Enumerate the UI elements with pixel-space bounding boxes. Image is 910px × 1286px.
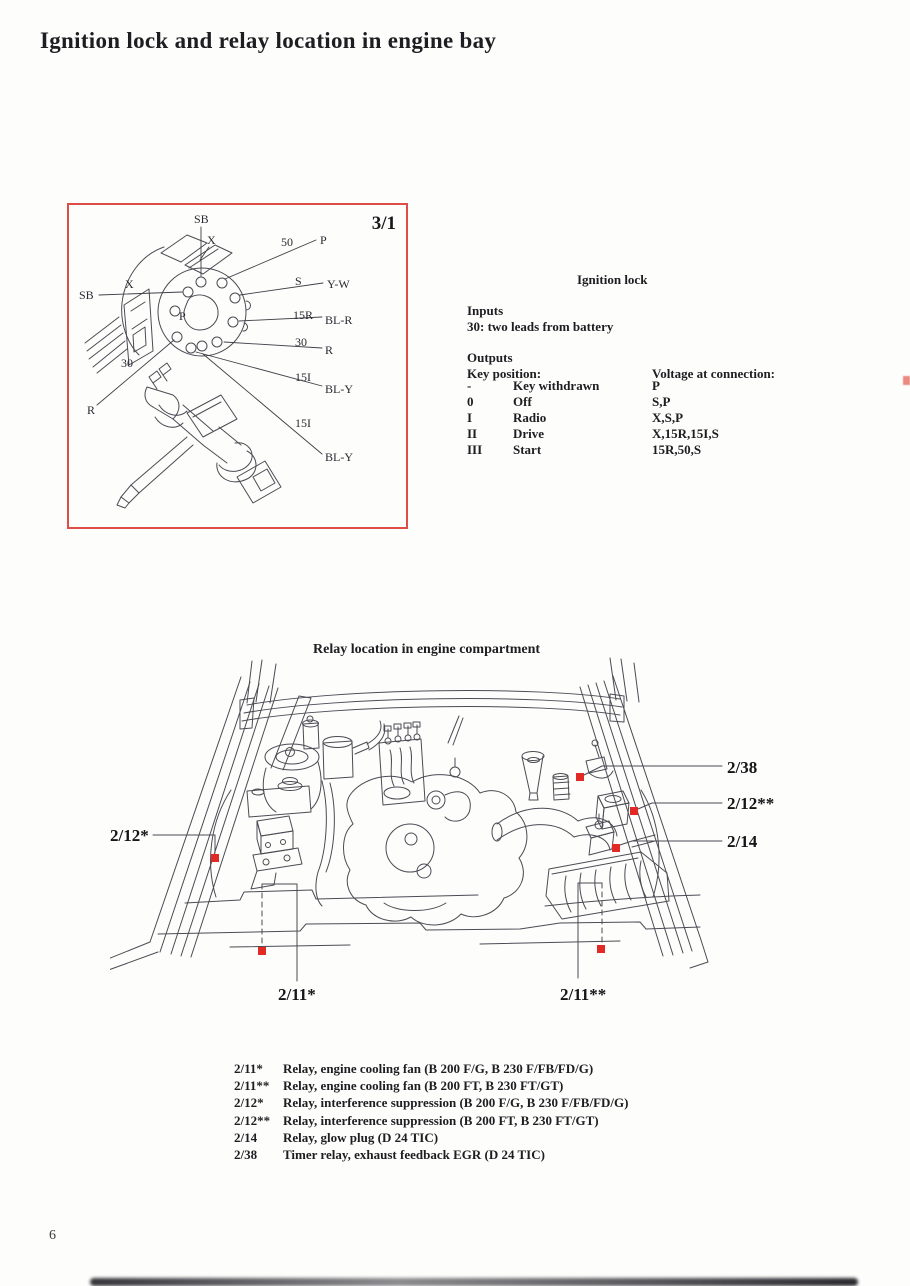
ignition-lock-figure-box	[67, 203, 408, 529]
key-voltage: X,S,P	[652, 409, 684, 425]
outputs-heading: Outputs	[467, 350, 513, 365]
ignition-lock-drawing	[69, 205, 406, 527]
key-symbol: I	[467, 409, 473, 425]
pin-label-r-left: R	[87, 403, 96, 417]
relay-marker-2-38	[576, 773, 584, 781]
pin-label-15i-a: 15I	[295, 370, 311, 384]
callout-2-11ss: 2/11**	[560, 985, 607, 1004]
key-position: Start	[513, 441, 542, 457]
pin-label-r-right: R	[325, 343, 334, 357]
pin-label-s: S	[295, 274, 302, 288]
pin-label-p-right: P	[320, 233, 327, 247]
key-voltage: S,P	[652, 393, 671, 409]
legend-desc: Relay, interference suppression (B 200 F/G, B 230 F/FB/FD/G)	[283, 1095, 629, 1111]
pin-label-50: 50	[281, 235, 293, 249]
key-symbol: 0	[467, 393, 474, 409]
scan-artifact-bottom-shadow	[90, 1278, 858, 1286]
legend-ref: 2/12*	[234, 1095, 264, 1111]
relay-marker-2-12ss	[630, 807, 638, 815]
engine-center	[344, 716, 527, 925]
engine-bay-frame	[110, 658, 708, 979]
left-components	[247, 696, 425, 906]
relay-marker-2-12s	[211, 854, 219, 862]
callout-2-38: 2/38	[727, 758, 758, 777]
callout-2-14: 2/14	[727, 832, 758, 851]
inputs-note: 30: two leads from battery	[467, 319, 614, 334]
pin-label-sb-top: SB	[194, 212, 209, 226]
key-voltage: P	[652, 378, 660, 393]
relay-marker-2-11s	[258, 947, 266, 955]
pin-label-15i-b: 15I	[295, 416, 311, 430]
legend-ref: 2/38	[234, 1147, 258, 1163]
key-position: Radio	[513, 409, 547, 425]
key-symbol: III	[467, 441, 483, 457]
relay-marker-2-14	[612, 844, 620, 852]
legend-ref: 2/11*	[234, 1061, 263, 1076]
relay-marker-2-11ss	[597, 945, 605, 953]
legend-ref: 2/11**	[234, 1078, 270, 1094]
callout-overlay	[153, 766, 722, 981]
legend-desc: Timer relay, exhaust feedback EGR (D 24 TIC)	[283, 1147, 545, 1163]
page-title: Ignition lock and relay location in engine bay	[40, 28, 497, 53]
pin-label-p-inner: P	[179, 309, 186, 323]
pin-label-30-right: 30	[295, 335, 307, 349]
pin-label-x-left: X	[125, 277, 134, 291]
legend-ref: 2/12**	[234, 1112, 271, 1128]
pin-label-sb-left: SB	[79, 288, 94, 302]
voltage-header: Voltage at connection:	[652, 366, 776, 381]
figure-ref: 3/1	[371, 213, 396, 234]
pin-label-15r: 15R	[293, 308, 314, 322]
key-position: Key withdrawn	[513, 378, 600, 393]
legend-desc: Relay, engine cooling fan (B 200 F/G, B 230 F/FB/FD/G)	[283, 1061, 594, 1076]
callout-2-11s: 2/11*	[278, 985, 316, 1004]
inputs-heading: Inputs	[467, 303, 504, 318]
page-number: 6	[49, 1228, 56, 1243]
pin-label-bly-a: BL-Y	[325, 382, 353, 396]
legend-desc: Relay, engine cooling fan (B 200 FT, B 230 FT/GT)	[283, 1078, 564, 1094]
callout-2-12ss: 2/12**	[727, 794, 775, 813]
key-position: Drive	[513, 425, 545, 441]
legend-desc: Relay, interference suppression (B 200 FT, B 230 FT/GT)	[283, 1112, 599, 1128]
key-voltage: 15R,50,S	[652, 441, 702, 457]
ignition-info-heading: Ignition lock	[577, 272, 648, 287]
pin-label-bly-b: BL-Y	[325, 450, 353, 464]
right-components	[492, 740, 669, 919]
pin-label-x-top: X	[207, 233, 216, 247]
scan-artifact-red-tick	[903, 376, 910, 385]
relay-legend	[234, 1060, 628, 1163]
legend-ref: 2/14	[234, 1129, 258, 1145]
key-position-table	[467, 378, 719, 458]
pin-label-blr: BL-R	[325, 313, 353, 327]
key-position-header: Key position:	[467, 366, 542, 381]
relay-figure-caption: Relay location in engine compartment	[313, 642, 541, 657]
pin-label-yw: Y-W	[327, 277, 350, 291]
key-voltage: X,15R,15I,S	[652, 425, 719, 441]
callout-2-12s: 2/12*	[110, 826, 149, 845]
key-position: Off	[513, 393, 532, 409]
key-symbol: II	[467, 425, 478, 441]
legend-desc: Relay, glow plug (D 24 TIC)	[283, 1129, 439, 1145]
pin-label-30-left: 30	[121, 356, 133, 370]
engine-bay-drawing	[110, 655, 790, 1010]
key-symbol: -	[467, 378, 472, 393]
